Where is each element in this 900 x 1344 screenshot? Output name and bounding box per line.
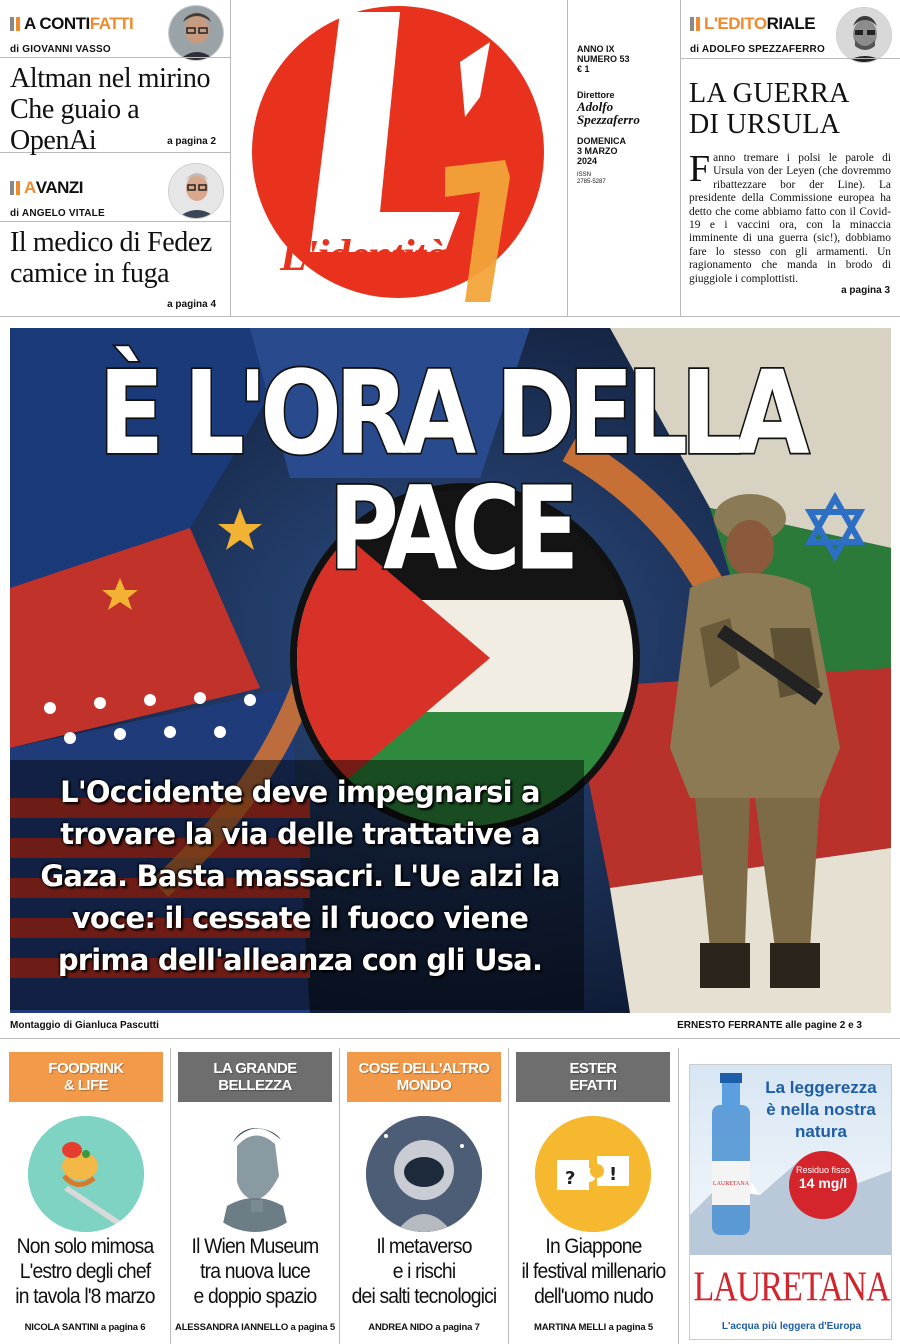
dropcap: F [689,148,711,190]
portrait-giovanni-vasso [168,5,224,61]
issn-label: ISSN [577,172,592,178]
section-foodrink[interactable] [0,1048,170,1344]
editoriale-headline[interactable]: LA GUERRA DI URSULA [689,78,850,140]
foodrink-image [28,1116,144,1232]
hero-page-ref[interactable]: ERNESTO FERRANTE alle pagine 2 e 3 [677,1020,862,1031]
hero-credit: Montaggio di Gianluca Pascutti [10,1020,159,1031]
anno-num: 2024 [577,156,598,166]
section-byline[interactable]: NICOLA SANTINI a pagina 6 [24,1322,146,1333]
section-title[interactable]: Il metaverso e i rischi dei salti tecnologici [351,1235,497,1308]
section-label: LA GRANDE BELLEZZA [178,1052,332,1102]
section-byline[interactable]: ALESSANDRA IANNELLO a pagina 5 [175,1322,335,1333]
section-ester-efatti[interactable] [509,1048,678,1344]
anno: ANNO IX [577,44,615,54]
page-ref[interactable]: a pagina 3 [841,285,890,296]
section-title[interactable]: Non solo mimosa L'estro degli chef in tavola l'8 marzo [15,1235,155,1308]
section-title[interactable]: In Giappone il festival millenario dell'uomo nudo [521,1235,666,1308]
section-grande-bellezza[interactable] [171,1048,339,1344]
kicker-avanzi: A VANZI [10,178,83,198]
byline: di ANGELO VITALE [10,208,105,219]
portrait-angelo-vitale [168,163,224,219]
portrait-adolfo-spezzaferro [836,7,892,63]
masthead-info [577,44,677,186]
altro-mondo-image [366,1116,482,1232]
kicker-editoriale: L'EDITO RIALE [690,14,815,34]
editoriale-body: Fanno tremare i polsi le parole di Ursula von der Leyen (che dovremmo ribattezzare bor der Line). La presidente della Commissione europea ha detto che come abbiamo fatto con il Covid-19 e i vaccini ora, con la minaccia imminente di una guerra (sic!), dobbiamo fare lo stesso con gli armamenti. Un ragionamento che manda in brodo di giuggiole i complottisti. [689,148,891,285]
giorno: DOMENICA [577,136,626,146]
ad-bottle-label: LAURETANA [712,1181,750,1187]
svg-text:!: ! [609,1164,618,1185]
headline[interactable]: Altman nel mirino Che guaio a OpenAi [10,63,211,156]
svg-text:?: ? [565,1168,576,1189]
story-a-conti-fatti[interactable] [0,0,230,156]
direttore-label: Direttore [577,90,615,100]
story-avanzi[interactable] [0,153,230,316]
hero-headline[interactable]: È L'ORA DELLA PACE [98,346,803,596]
ad-brand: LAURETANA [693,1264,890,1311]
logo-wordmark: L'identità [280,231,446,280]
section-title[interactable]: Il Wien Museum tra nuova luce e doppio spazio [191,1235,319,1308]
issn: 2785-5287 [577,179,606,185]
prezzo: € 1 [577,64,590,74]
masthead-logo[interactable] [240,2,565,314]
grande-bellezza-image [197,1116,313,1232]
section-label: ESTER EFATTI [516,1052,670,1102]
section-label: COSE DELL'ALTRO MONDO [347,1052,501,1102]
page-ref[interactable]: a pagina 2 [167,136,216,147]
numero: NUMERO 53 [577,54,630,64]
section-altro-mondo[interactable] [340,1048,508,1344]
data: 3 MARZO [577,146,618,156]
ad-badge: Residuo fisso 14 mg/l [795,1165,851,1191]
ester-efatti-image [535,1116,651,1232]
byline: di GIOVANNI VASSO [10,44,111,55]
hero-subheadline: L'Occidente deve impegnarsi a trovare la via delle trattative a Gaza. Basta massacri. L'Ue alzi la voce: il cessate il fuoco viene prima dell'alleanza con gli Usa. [40,775,560,977]
section-byline[interactable]: MARTINA MELLI a pagina 5 [534,1322,653,1333]
kicker-a-conti-fatti: A CONTI FATTI [10,14,133,34]
advertisement-lauretana[interactable] [689,1064,892,1340]
section-byline[interactable]: ANDREA NIDO a pagina 7 [368,1322,480,1333]
hero-image[interactable] [10,328,891,1013]
page-ref[interactable]: a pagina 4 [167,299,216,310]
section-label: FOODRINK & LIFE [9,1052,163,1102]
story-editoriale[interactable] [681,0,900,316]
ad-headline: La leggerezza è nella nostra natura [765,1078,877,1141]
byline: di ADOLFO SPEZZAFERRO [690,44,825,55]
direttore-name: Adolfo [577,99,614,114]
headline[interactable]: Il medico di Fedez camice in fuga [10,227,212,289]
ad-tagline: L'acqua più leggera d'Europa [721,1321,862,1332]
direttore-surname: Spezzaferro [577,112,640,127]
